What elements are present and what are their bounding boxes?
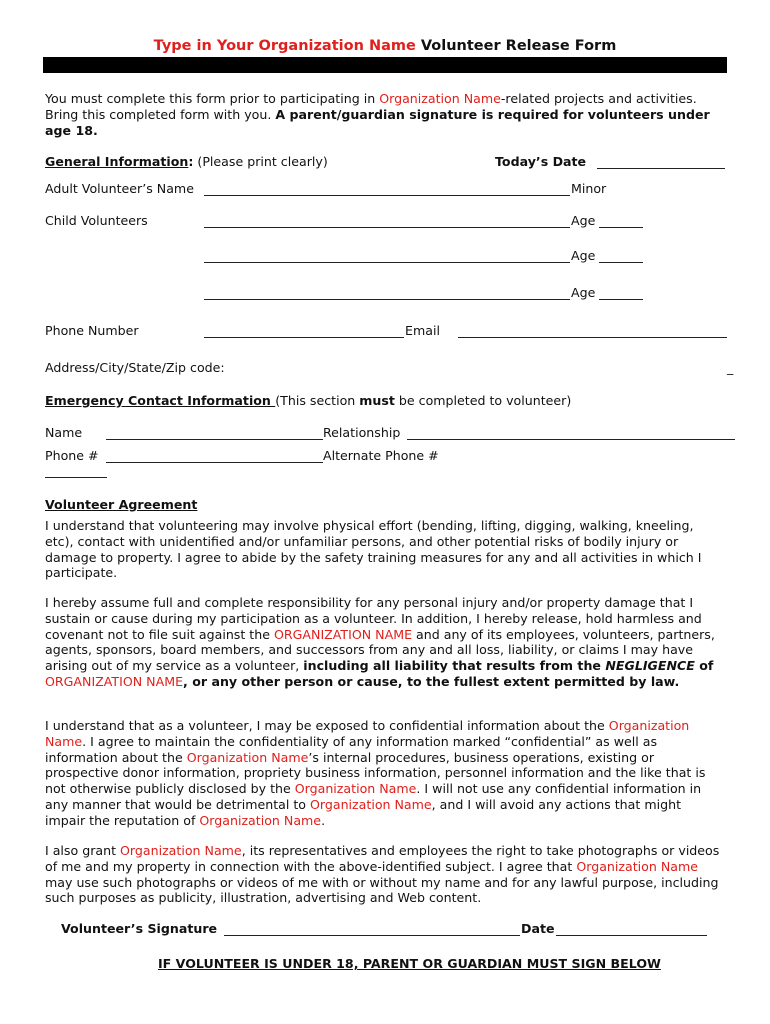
todays-date-field[interactable] bbox=[597, 168, 725, 169]
title-divider-bar bbox=[43, 57, 727, 73]
child-volunteer-field-2[interactable] bbox=[204, 262, 570, 263]
child-volunteers-label: Child Volunteers bbox=[45, 213, 148, 228]
emergency-name-field[interactable] bbox=[106, 439, 323, 440]
relationship-label: Relationship bbox=[323, 425, 401, 440]
guardian-notice: IF VOLUNTEER IS UNDER 18, PARENT OR GUARDIAN MUST SIGN BELOW bbox=[158, 956, 661, 971]
child-volunteer-field-1[interactable] bbox=[204, 227, 570, 228]
org-name-placeholder: ORGANIZATION NAME bbox=[273, 626, 413, 642]
child-volunteer-field-3[interactable] bbox=[204, 299, 570, 300]
section-heading: Emergency Contact Information bbox=[45, 393, 276, 408]
form-title bbox=[0, 38, 770, 54]
alternate-phone-field[interactable] bbox=[45, 477, 107, 478]
signature-date-label: Date bbox=[521, 921, 555, 936]
signature-date-field[interactable] bbox=[556, 935, 707, 936]
intro-part: You must complete this form prior to participating in bbox=[45, 91, 380, 106]
address-label: Address/City/State/Zip code: bbox=[45, 360, 225, 375]
agreement-paragraph-1: I understand that volunteering may involve physical effort (bending, lifting, digging, walking, kneeling, etc), contact with unidentified and/or unfamiliar persons, and other potential risks of bodily injury or damage to property. I agree to abide by the safety training measures for any and all activities in which I participate. bbox=[45, 518, 702, 581]
title-org-name: Type in Your Organization Name bbox=[153, 38, 416, 54]
section-note-emphasis: must bbox=[359, 393, 395, 408]
paragraph-text: ’s internal procedures, business operations, existing or prospective donor information, propriety business information, personnel information and the like that is not otherwise publicly disclosed by the bbox=[45, 749, 706, 797]
section-note: (Please print clearly) bbox=[193, 154, 328, 169]
intro-part: -related projects and activities. Bring this completed form with you. bbox=[45, 91, 697, 122]
paragraph-text: . I will not use any confidential information in any manner that would be detrimental to bbox=[45, 781, 702, 812]
paragraph-text: , and I will avoid any actions that might impair the reputation of bbox=[45, 796, 682, 828]
todays-date-label: Today’s Date bbox=[495, 154, 587, 169]
paragraph-text: . I agree to maintain the confidentiality of any information marked “confidential” as well as information about the bbox=[45, 733, 658, 765]
emergency-phone-label: Phone # bbox=[45, 448, 99, 463]
org-name-placeholder: Organization Name bbox=[294, 781, 417, 797]
general-info-heading bbox=[45, 154, 328, 170]
org-name-placeholder: Organization Name bbox=[120, 843, 242, 858]
volunteer-signature-label: Volunteer’s Signature bbox=[61, 921, 218, 936]
org-name-placeholder: Organization Name bbox=[199, 812, 322, 828]
liability-clause: of bbox=[694, 658, 714, 674]
age-label: Age bbox=[571, 285, 596, 300]
address-field[interactable]: _ bbox=[727, 360, 734, 375]
paragraph-text: I also grant bbox=[45, 843, 121, 858]
emergency-name-label: Name bbox=[45, 425, 83, 440]
guardian-requirement: A parent/guardian signature is required for volunteers under age 18. bbox=[45, 106, 710, 138]
paragraph-text: , its representatives and employees the right to take photographs or videos of me and my property in connection with the above-identified subject. I agree that bbox=[45, 843, 720, 874]
title-form-name: Volunteer Release Form bbox=[415, 38, 617, 54]
negligence-term: NEGLIGENCE bbox=[605, 658, 695, 674]
paragraph-text: and any of its employees, volunteers, partners, agents, sponsors, board members, and successors from any and all loss, liability, or claims I may have arising out of my service as a volunteer, bbox=[45, 626, 715, 674]
liability-clause: including all liability that results from the bbox=[303, 658, 606, 674]
age-field-3[interactable] bbox=[599, 299, 643, 300]
relationship-field[interactable] bbox=[407, 439, 735, 440]
age-label: Age bbox=[571, 248, 596, 263]
minor-label: Minor bbox=[571, 181, 607, 196]
phone-number-label: Phone Number bbox=[45, 323, 139, 338]
agreement-paragraph-2 bbox=[45, 595, 725, 690]
phone-number-field[interactable] bbox=[204, 337, 404, 338]
org-name-placeholder: Organization Name bbox=[45, 718, 690, 749]
agreement-paragraph-4 bbox=[45, 843, 725, 906]
liability-clause: , or any other person or cause, to the fullest extent permitted by law. bbox=[183, 673, 680, 689]
paragraph-text: . bbox=[321, 812, 326, 828]
section-heading: General Information bbox=[45, 154, 189, 169]
org-name-placeholder: Organization Name bbox=[310, 796, 432, 812]
agreement-paragraph-3 bbox=[45, 718, 725, 829]
org-name-placeholder: Organization Name bbox=[576, 858, 698, 874]
intro-text bbox=[45, 91, 725, 138]
agreement-heading: Volunteer Agreement bbox=[45, 497, 198, 512]
age-label: Age bbox=[571, 213, 596, 228]
volunteer-signature-field[interactable] bbox=[224, 935, 520, 936]
org-name-placeholder: Organization Name bbox=[379, 91, 501, 106]
email-label: Email bbox=[405, 323, 440, 338]
alternate-phone-label: Alternate Phone # bbox=[323, 448, 439, 463]
org-name-placeholder: Organization Name bbox=[186, 749, 309, 765]
section-note: (This section bbox=[275, 393, 360, 408]
org-name-placeholder: ORGANIZATION NAME bbox=[45, 673, 184, 689]
paragraph-text: I understand that as a volunteer, I may be exposed to confidential information about the bbox=[45, 718, 609, 733]
heading-colon: : bbox=[188, 154, 194, 169]
paragraph-text: may use such photographs or videos of me with or without my name and for any lawful purpose, including such purposes as publicity, illustration, advertising and Web content. bbox=[45, 874, 719, 906]
emergency-phone-field[interactable] bbox=[106, 462, 323, 463]
emergency-contact-heading bbox=[45, 393, 571, 409]
age-field-2[interactable] bbox=[599, 262, 643, 263]
email-field[interactable] bbox=[458, 337, 727, 338]
adult-volunteer-label: Adult Volunteer’s Name bbox=[45, 181, 194, 196]
adult-volunteer-field[interactable] bbox=[204, 195, 570, 196]
paragraph-text: I hereby assume full and complete responsibility for any personal injury and/or property damage that I sustain or cause during my participation as a volunteer. In addition, I hereby release, hold harmless and covenant not to file suit against the bbox=[45, 595, 702, 642]
section-note: be completed to volunteer) bbox=[394, 393, 572, 408]
age-field-1[interactable] bbox=[599, 227, 643, 228]
